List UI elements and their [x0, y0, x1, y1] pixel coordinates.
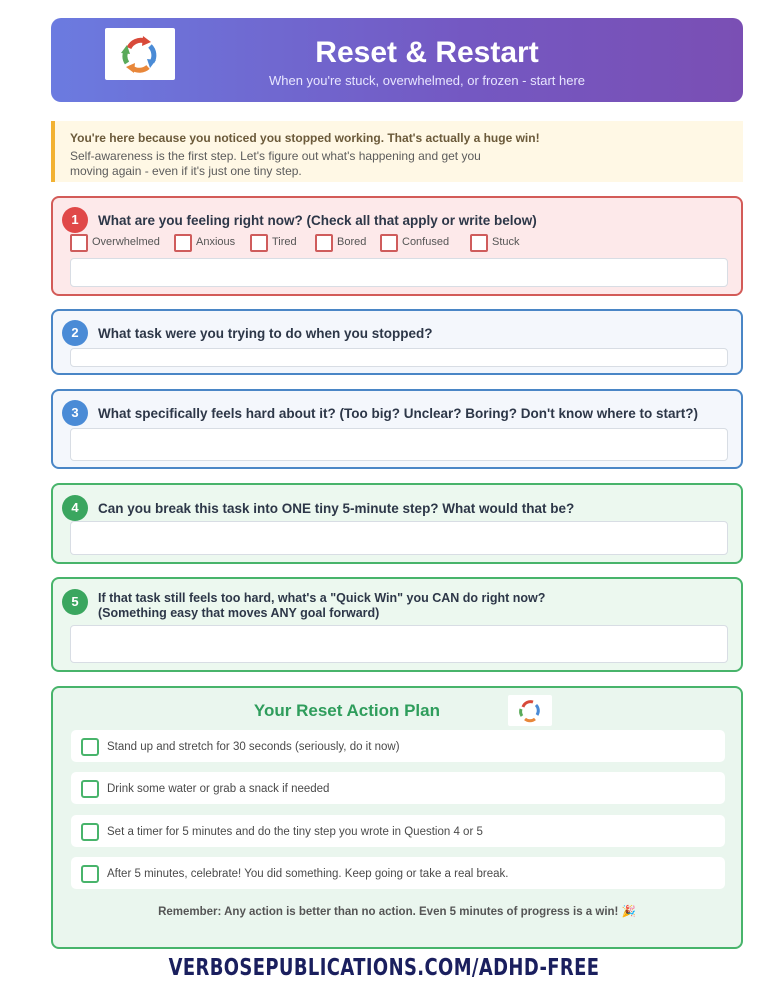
intro-note-bold: You're here because you noticed you stopped working. That's actually a huge win! [70, 131, 540, 145]
action-checkbox[interactable] [81, 738, 99, 756]
intro-note-text: Self-awareness is the first step. Let's figure out what's happening and get you moving again - even if it's just one tiny step. [70, 149, 481, 178]
intro-note [51, 121, 743, 182]
answer-field-2[interactable] [70, 348, 728, 367]
action-item-text: Stand up and stretch for 30 seconds (seriously, do it now) [107, 741, 400, 753]
action-item-text: Drink some water or grab a snack if needed [107, 783, 330, 795]
question-text-1: What are you feeling right now? (Check all that apply or write below) [98, 213, 537, 228]
action-item-text: Set a timer for 5 minutes and do the tiny step you wrote in Question 4 or 5 [107, 826, 483, 838]
question-card-2 [51, 309, 743, 375]
action-item-2[interactable] [71, 772, 725, 804]
question-card-3 [51, 389, 743, 469]
answer-field-4[interactable] [70, 521, 728, 555]
action-plan-title: Your Reset Action Plan [253, 701, 440, 720]
question-number-1: 1 [62, 207, 88, 233]
action-item-text: After 5 minutes, celebrate! You did something. Keep going or take a real break. [107, 868, 509, 880]
feeling-label: Stuck [492, 236, 520, 248]
answer-field-1[interactable] [70, 258, 728, 287]
header-banner [51, 18, 743, 102]
question-text-4: Can you break this task into ONE tiny 5-minute step? What would that be? [98, 501, 575, 516]
answer-field-3[interactable] [70, 428, 728, 461]
page-subtitle: When you're stuck, overwhelmed, or frozen - start here [268, 73, 586, 88]
action-item-4[interactable] [71, 857, 725, 889]
question-text-5-line1: If that task still feels too hard, what's a "Quick Win" you CAN do right now? [98, 591, 546, 605]
action-checkbox[interactable] [81, 780, 99, 798]
feeling-label: Anxious [196, 236, 236, 248]
page-title: Reset & Restart [315, 36, 539, 69]
question-text-3: What specifically feels hard about it? (Too big? Unclear? Boring? Don't know where to start?) [98, 406, 698, 421]
question-number-2: 2 [62, 320, 88, 346]
question-card-1 [51, 196, 743, 296]
cycle-arrows-icon [508, 695, 552, 726]
action-item-3[interactable] [71, 815, 725, 847]
remember-note: Remember: Any action is better than no action. Even 5 minutes of progress is a win! 🎉 [158, 906, 636, 918]
question-text-2: What task were you trying to do when you stopped? [98, 326, 433, 341]
action-checkbox[interactable] [81, 865, 99, 883]
question-card-4 [51, 483, 743, 564]
footer-url[interactable]: VERBOSEPUBLICATIONS.COM/ADHD-FREE [168, 955, 600, 981]
question-number-3: 3 [62, 400, 88, 426]
question-number-5: 5 [62, 589, 88, 615]
action-plan-card [51, 686, 743, 949]
question-card-5 [51, 577, 743, 672]
feeling-label: Bored [337, 236, 367, 248]
question-text-5-line2: (Something easy that moves ANY goal forward) [98, 606, 380, 620]
feeling-label: Confused [402, 236, 450, 248]
answer-field-5[interactable] [70, 625, 728, 663]
feelings-checkbox-row [70, 234, 710, 252]
feeling-label: Tired [272, 236, 297, 248]
question-number-4: 4 [62, 495, 88, 521]
action-checkbox[interactable] [81, 823, 99, 841]
feeling-label: Overwhelmed [92, 236, 160, 248]
action-item-1[interactable] [71, 730, 725, 762]
